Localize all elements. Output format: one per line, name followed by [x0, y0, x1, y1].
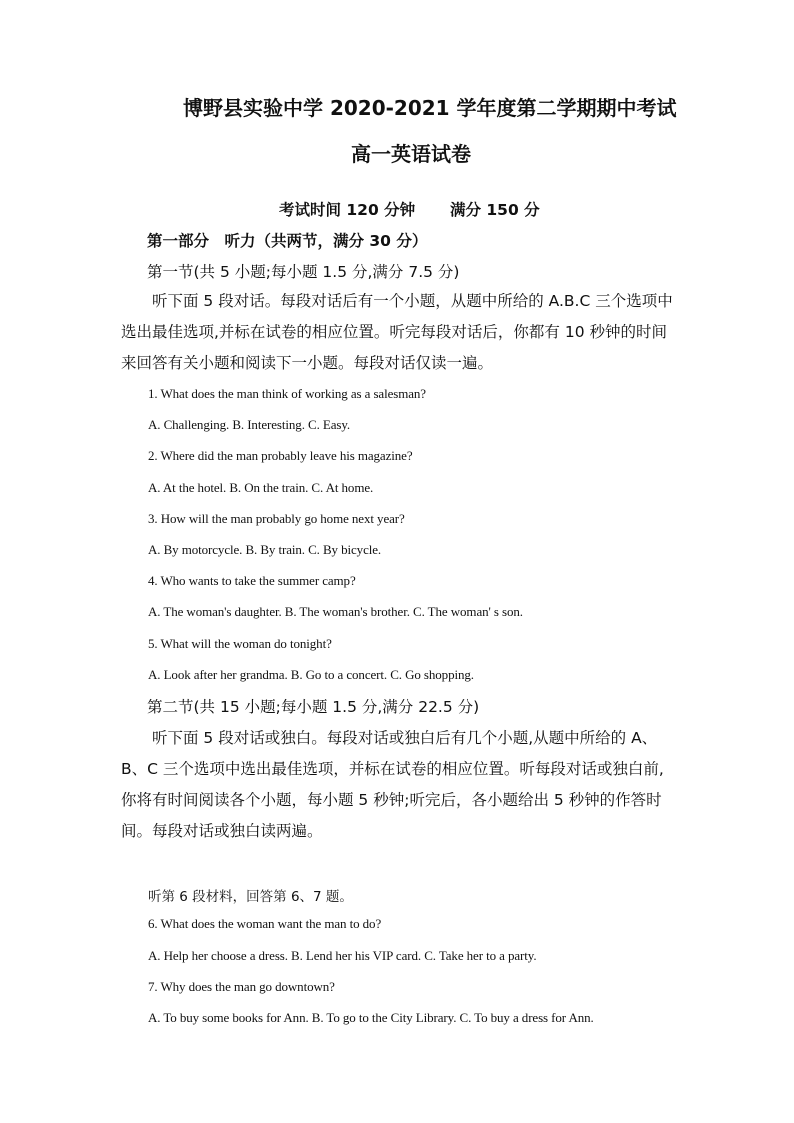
instruction-line: B、C 三个选项中选出最佳选项，并标在试卷的相应位置。听每段对话或独白前, — [121, 760, 664, 778]
full-score: 满分 150 分 — [450, 201, 540, 219]
options-3: A. By motorcycle. B. By train. C. By bicycle. — [148, 542, 382, 557]
options-1: A. Challenging. B. Interesting. C. Easy. — [148, 417, 351, 432]
instruction-line: 来回答有关小题和阅读下一小题。每段对话仅读一遍。 — [121, 354, 494, 372]
section2-instructions — [121, 723, 676, 847]
options-2: A. At the hotel. B. On the train. C. At home. — [148, 480, 374, 495]
instruction-line: 你将有时间阅读各个小题，每小题 5 秒钟;听完后，各小题给出 5 秒钟的作答时 — [121, 791, 662, 809]
section1-heading: 第一节(共 5 小题;每小题 1.5 分,满分 7.5 分) — [147, 263, 460, 281]
exam-title: 博野县实验中学 2020-2021 学年度第二学期期中考试 — [183, 96, 677, 120]
question-1: 1. What does the man think of working as a salesman? — [148, 386, 426, 401]
question-2: 2. Where did the man probably leave his magazine? — [148, 448, 413, 463]
options-7: A. To buy some books for Ann. B. To go to the City Library. C. To buy a dress for Ann. — [148, 1010, 594, 1025]
instruction-line: 听下面 5 段对话。每段对话后有一个小题，从题中所给的 A.B.C 三个选项中 — [152, 292, 673, 310]
section1-instructions — [121, 286, 676, 379]
options-5: A. Look after her grandma. B. Go to a concert. C. Go shopping. — [148, 667, 474, 682]
question-4: 4. Who wants to take the summer camp? — [148, 573, 356, 588]
material-note: 听第 6 段材料，回答第 6、7 题。 — [148, 889, 353, 905]
section2-heading: 第二节(共 15 小题;每小题 1.5 分,满分 22.5 分) — [147, 698, 480, 716]
question-6: 6. What does the woman want the man to do? — [148, 916, 382, 931]
question-7: 7. Why does the man go downtown? — [148, 979, 335, 994]
instruction-line: 间。每段对话或独白读两遍。 — [121, 822, 323, 840]
exam-subtitle: 高一英语试卷 — [351, 142, 471, 166]
exam-time: 考试时间 120 分钟 — [279, 201, 416, 219]
instruction-line: 选出最佳选项,并标在试卷的相应位置。听完每段对话后，你都有 10 秒钟的时间 — [121, 323, 668, 341]
question-3: 3. How will the man probably go home next year? — [148, 511, 405, 526]
options-6: A. Help her choose a dress. B. Lend her his VIP card. C. Take her to a party. — [148, 948, 537, 963]
options-4: A. The woman's daughter. B. The woman's brother. C. The woman' s son. — [148, 604, 523, 619]
question-5: 5. What will the woman do tonight? — [148, 636, 332, 651]
part1-heading: 第一部分 听力（共两节，满分 30 分） — [147, 232, 428, 250]
instruction-line: 听下面 5 段对话或独白。每段对话或独白后有几个小题,从题中所给的 A、 — [152, 729, 658, 747]
